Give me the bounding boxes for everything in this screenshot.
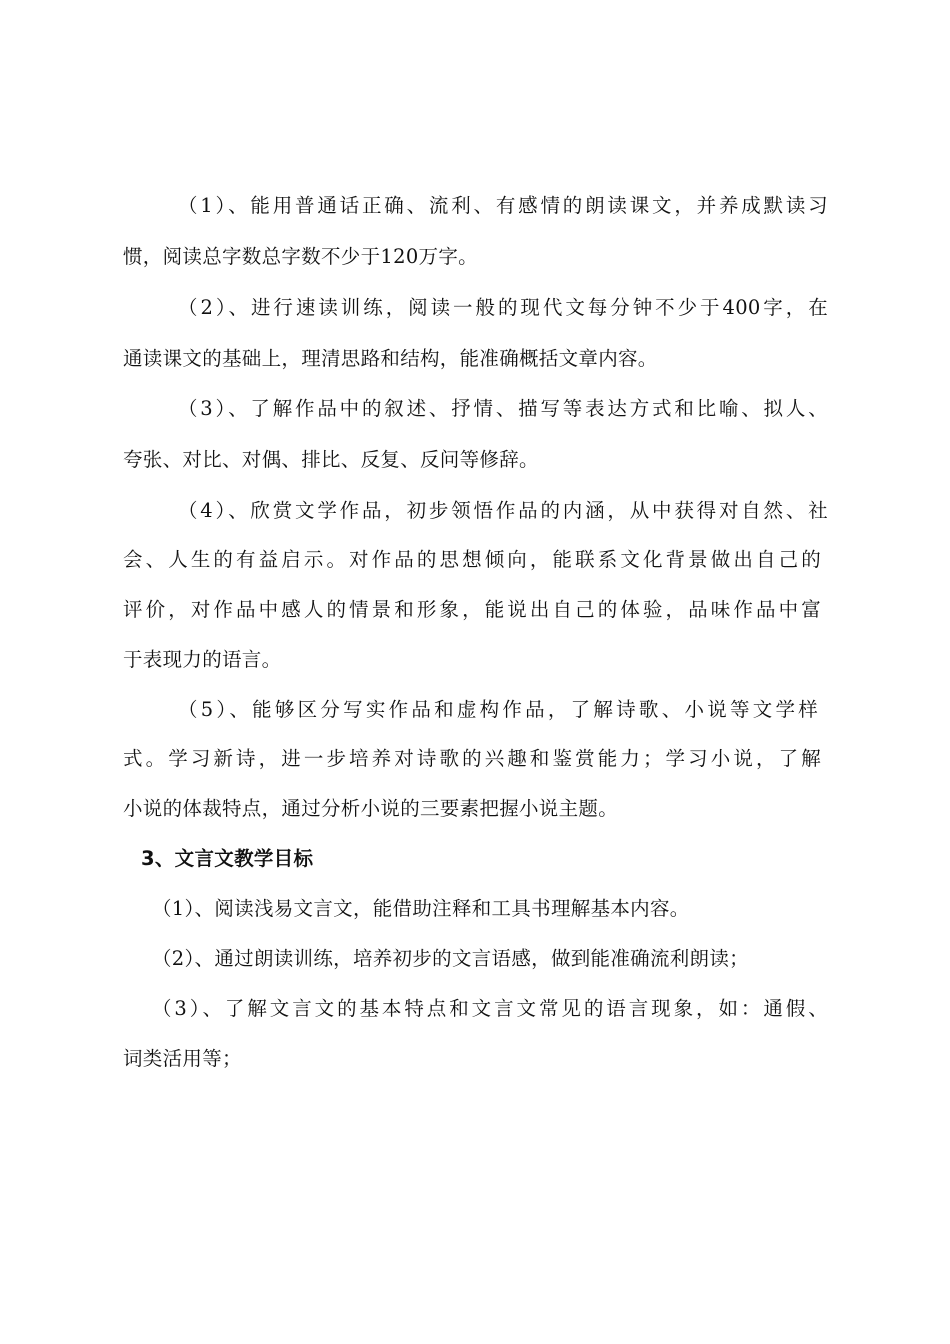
section-heading: 3、文言文教学目标: [141, 847, 314, 870]
paragraph-5-line-3: 小说的体裁特点，通过分析小说的三要素把握小说主题。: [123, 797, 619, 820]
paragraph-2-line-1: （2）、进行速读训练，阅读一般的现代文每分钟不少于400字，在: [178, 296, 828, 319]
paragraph-4-line-1: （4）、欣赏文学作品，初步领悟作品的内涵，从中获得对自然、社: [178, 499, 828, 522]
section-item-3-line-2: 词类活用等；: [123, 1047, 242, 1070]
section-item-3-line-1: （3）、了解文言文的基本特点和文言文常见的语言现象，如：通假、: [152, 997, 828, 1020]
paragraph-3-line-1: （3）、了解作品中的叙述、抒情、描写等表达方式和比喻、拟人、: [178, 397, 828, 420]
paragraph-1-line-1: （1）、能用普通话正确、流利、有感情的朗读课文，并养成默读习: [178, 194, 828, 217]
paragraph-4-line-3: 评价，对作品中感人的情景和形象，能说出自己的体验，品味作品中富: [123, 598, 821, 621]
paragraph-4-line-4: 于表现力的语言。: [123, 648, 282, 671]
paragraph-5-line-2: 式。学习新诗，进一步培养对诗歌的兴趣和鉴赏能力；学习小说，了解: [123, 747, 821, 770]
paragraph-2-line-2: 通读课文的基础上，理清思路和结构，能准确概括文章内容。: [123, 347, 658, 370]
paragraph-5-line-1: （5）、能够区分写实作品和虚构作品，了解诗歌、小说等文学样: [178, 698, 818, 721]
paragraph-4-line-2: 会、人生的有益启示。对作品的思想倾向，能联系文化背景做出自己的: [123, 548, 821, 571]
paragraph-3-line-2: 夸张、对比、对偶、排比、反复、反问等修辞。: [123, 448, 539, 471]
paragraph-1-line-2: 惯，阅读总字数总字数不少于120万字。: [123, 245, 478, 268]
section-item-2-line-1: （2）、通过朗读训练，培养初步的文言语感，做到能准确流利朗读；: [152, 947, 749, 970]
section-item-1-line-1: （1）、阅读浅易文言文，能借助注释和工具书理解基本内容。: [152, 897, 690, 920]
